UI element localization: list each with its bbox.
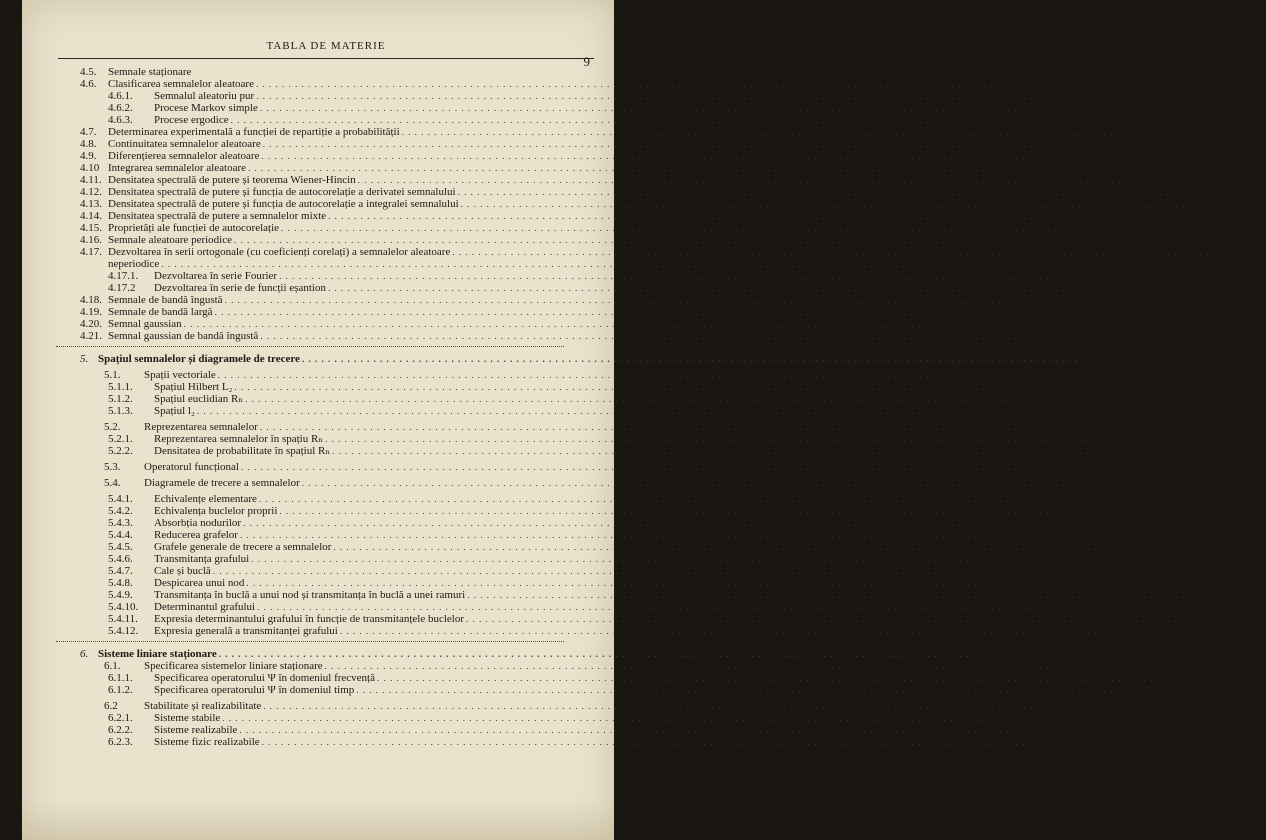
toc-entry xyxy=(80,541,1133,553)
entry-page: 204 xyxy=(1043,736,1061,748)
toc-entry xyxy=(80,330,1060,342)
toc-entry xyxy=(80,589,1266,601)
leader-dots: . . . . . . . . . . . . . . . . . . . . . . . . . . . . . . . . . . . . . . . . . . . . . . . . . . . . . . . . . . . . . . . . . . . . . . . . . . . . . . . . . . . . . . . . . . . . . . . . . . . . . . . . . . . . . . . . . . . . . . . . xyxy=(401,127,1179,137)
entry-page: 202 xyxy=(1004,712,1022,724)
leader-dots: . . . . . . . . . . . . . . . . . . . . . . . . . . . . . . . . . . . . . . . . . . . . . . . . . . . . . . . . . . . . . . . . . . . . . . . . . . . . . . . . . . . . . . . . . . . . . . . . . . . . . . . . . . . . . . . . . . . . . . . . xyxy=(234,382,1012,392)
entry-title: Semnale de bandă largă xyxy=(108,306,213,318)
entry-number: 5.1.2. xyxy=(108,393,133,405)
entry-page: 156 xyxy=(1043,150,1061,162)
entry-number: 4.21. xyxy=(80,330,102,342)
leader-dots: . . . . . . . . . . . . . . . . . . . . . . . . . . . . . . . . . . . . . . . . . . . . . . . . . . . . . . . . . . . . . . . . . . . . . . . . . . . . . . . . . . . . . . . . . . . . . . . . . . . . . . . . . . . . . . . . . . . . . . . . xyxy=(214,307,992,317)
leader-dots: . . . . . . . . . . . . . . . . . . . . . . . . . . . . . . . . . . . . . . . . . . . . . . . . . . . . . . . . . . . . . . . . . . . . . . . . . . . . . . . . . . . . . . . . . . . . . . . . . . . . . . . . . . . . . . . . . . . . . . . . xyxy=(467,590,1244,600)
entry-page: 170 xyxy=(1006,294,1024,306)
entry-title: Densitatea spectrală de putere și teorema Wiener-Hincin xyxy=(108,174,356,186)
entry-page: 182 xyxy=(1114,445,1131,457)
leader-dots: . . . . . . . . . . . . . . . . . . . . . . . . . . . . . . . . . . . . . . . . . . . . . . . . . . . . . . . . . . . . . . . . . . . . . . . . . . . . . . . . . . . . . . . . . . . . . . . . . . . . . . . . . . . . . . . . . . . . . . . . xyxy=(222,713,1000,723)
entry-title: Determinarea experimentală a funcției de repartiție a probabilității xyxy=(108,126,400,138)
toc-entry xyxy=(80,712,1022,724)
toc-entry xyxy=(80,672,1176,684)
leader-dots: . . . . . . . . . . . . . . . . . . . . . . . . . . . . . . . . . . . . . . . . . . . . . . . . . . . . . . . . . . . . . . . . . . . . . . . . . . . . . . . . . . . . . . . . . . . . . . . . . . . . . . . . . . . . . . . . . . . . . . . . xyxy=(256,91,1033,101)
toc-entry xyxy=(80,114,1030,126)
entry-number: 4.11. xyxy=(80,174,102,186)
entry-page: 174 xyxy=(1042,330,1060,342)
leader-dots: . . . . . . . . . . . . . . . . . . . . . . . . . . . . . . . . . . . . . . . . . . . . . . . . . . . . . . . . . . . . . . . . . . . . . . . . . . . . . . . . . . . . . . . . . . . . . . . . . . . . . . . . . . . . . . . . . . . . . . . . xyxy=(258,494,1036,504)
entry-title: Semnale de bandă îngustă xyxy=(108,294,223,306)
entry-number: 4.7. xyxy=(80,126,97,138)
leader-dots: . . . . . . . . . . . . . . . . . . . . . . . . . . . . . . . . . . . . . . . . . . . . . . . . . . . . . . . . . . . . . . . . . . . . . . . . . . . . . . . . . . . . . . . . . . . . . . . . . . . . . . . . . . . . . . . . . . . . . . . . xyxy=(262,139,1040,149)
toc-entry xyxy=(80,126,1201,138)
leader-dots: . . . . . . . . . . . . . . . . . . . . . . . . . . . . . . . . . . . . . . . . . . . . . . . . . . . . . . . . . . . . . . . . . . . . . . . . . . . . . . . . . . . . . . . . . . . . . . . . . . . . . . . . . . . . . . . . . . . . . . . . xyxy=(161,259,939,269)
leader-dots: . . . . . . . . . . . . . . . . . . . . . . . . . . . . . . . . . . . . . . . . . . . . . . . . . . . . . . . . . . . . . . . . . . . . . . . . . . . . . . . . . . . . . . . . . . . . . . . . . . . . . . . . . . . . . . . . . . . . . . . . xyxy=(218,649,996,659)
entry-number: 4.20. xyxy=(80,318,102,330)
entry-page: 177 xyxy=(1016,381,1034,393)
entry-title: Sisteme realizabile xyxy=(154,724,238,736)
entry-page: 169 xyxy=(1110,282,1127,294)
entry-number: 6.1.1. xyxy=(108,672,133,684)
paper-shadow xyxy=(22,800,614,840)
toc-entry xyxy=(80,174,1157,186)
entry-title: Specificarea operatorului Ψ în domeniul frecvență xyxy=(154,672,375,684)
leader-dots: . . . . . . . . . . . . . . . . . . . . . . . . . . . . . . . . . . . . . . . . . . . . . . . . . . . . . . . . . . . . . . . . . . . . . . . . . . . . . . . . . . . . . . . . . . . . . . . . . . . . . . . . . . . . . . . . . . . . . . . . xyxy=(259,103,1037,113)
entry-page: 149 xyxy=(1012,114,1030,126)
entry-number: 4.6.1. xyxy=(108,90,133,102)
leader-dots: . . . . . . . . . . . . . . . . . . . . . . . . . . . . . . . . . . . . . . . . . . . . . . . . . . . . . . . . . . . . . . . . . . . . . . . . . . . . . . . . . . . . . . . . . . . . . . . . . . . . . . . . . . . . . . . . . . . . . . . . xyxy=(255,79,1033,89)
entry-page: 158 xyxy=(1239,186,1257,198)
running-title: TABLA DE MATERIE xyxy=(266,40,386,52)
toc-entry xyxy=(80,565,1012,577)
toc-entry xyxy=(80,684,1156,696)
toc-entry xyxy=(80,724,1039,736)
toc-entry xyxy=(80,66,540,78)
entry-page: 148 xyxy=(1042,102,1059,114)
leader-dots: . . . . . . . . . . . . . . . . . . . . . . . . . . . . . . . . . . . . . . . . . . . . . . . . . . . . . . . . . . . . . . . . . . . . . . . . . . . . . . . . . . . . . . . . . . . . . . . . . . . . . . . . . . . . . . . . . . . . . . . . xyxy=(333,542,1111,552)
entry-number: 4.17. xyxy=(80,246,102,258)
leader-dots: . . . . . . . . . . . . . . . . . . . . . . . . . . . . . . . . . . . . . . . . . . . . . . . . . . . . . . . . . . . . . . . . . . . . . . . . . . . . . . . . . . . . . . . . . . . . . . . . . . . . . . . . . . . . . . . . . . . . . . . . xyxy=(259,422,1037,432)
leader-dots: . . . . . . . . . . . . . . . . . . . . . . . . . . . . . . . . . . . . . . . . . . . . . . . . . . . . . . . . . . . . . . . . . . . . . . . . . . . . . . . . . . . . . . . . . . . . . . . . . . . . . . . . . . . . . . . . . . . . . . . . xyxy=(261,151,1039,161)
leader-dots: . . . . . . . . . . . . . . . . . . . . . . . . . . . . . . . . . . . . . . . . . . . . . . . . . . . . . . . . . . . . . . . . . . . . . . . . . . . . . . . . . . . . . . . . . . . . . . . . . . . . . . . . . . . . . . . . . . . . . . . . xyxy=(263,701,1041,711)
entry-title: Diagramele de trecere a semnalelor xyxy=(144,477,300,489)
table-of-contents xyxy=(80,66,1266,748)
entry-title: Absorbția nodurilor xyxy=(154,517,242,529)
leader-dots: . . . . . . . . . . . . . . . . . . . . . . . . . . . . . . . . . . . . . . . . . . . . . . . . . . . . . . . . . . . . . . . . . . . . . . . . . . . . . . . . . . . . . . . . . . . . . . . . . . . . . . . . . . . . . . . . . . . . . . . . xyxy=(332,446,1109,456)
entry-title: Reducerea grafelor xyxy=(154,529,238,541)
entry-title: Despicarea unui nod xyxy=(154,577,245,589)
entry-title: Expresia generală a transmitanței grafului xyxy=(154,625,338,637)
toc-entry xyxy=(80,222,1080,234)
entry-title: Operatorul funcțional xyxy=(144,461,239,473)
entry-title: Grafele generale de trecere a semnalelor xyxy=(154,541,332,553)
entry-number: 4.10 xyxy=(80,162,100,174)
entry-page: 157 xyxy=(1140,174,1157,186)
toc-entry xyxy=(80,246,1252,258)
toc-entry xyxy=(80,381,1034,393)
entry-page: 175 xyxy=(1000,369,1017,381)
leader-dots: . . . . . . . . . . . . . . . . . . . . . . . . . . . . . . . . . . . . . . . . . . . . . . . . . . . . . . . . . . . . . . . . . . . . . . . . . . . . . . . . . . . . . . . . . . . . . . . . . . . . . . . . . . . . . . . . . . . . . . . . xyxy=(460,199,1238,209)
entry-page: 196 xyxy=(1106,660,1124,672)
entry-number: 4.6.2. xyxy=(108,102,133,114)
entry-page: 187 xyxy=(1041,493,1058,505)
entry-page: 164 xyxy=(1063,222,1080,234)
entry-number: 4.17.1. xyxy=(108,270,139,282)
entry-number: 5.4. xyxy=(104,477,121,489)
leader-dots: . . . . . . . . . . . . . . . . . . . . . . . . . . . . . . . . . . . . . . . . . . . . . . . . . . . . . . . . . . . . . . . . . . . . . . . . . . . . . . . . . . . . . . . . . . . . . . . . . . . . . . . . . . . . . . . . . . . . . . . . xyxy=(457,187,1235,197)
entry-title: Reprezentarea semnalelor xyxy=(144,421,258,433)
book-page xyxy=(22,0,1266,840)
entry-page: 194 xyxy=(1122,625,1139,637)
entry-number: 5.4.9. xyxy=(108,589,133,601)
toc-chapter-6 xyxy=(80,648,1018,660)
leader-dots: . . . . . . . . . . . . . . . . . . . . . . . . . . . . . . . . . . . . . . . . . . . . . . . . . . . . . . . . . . . . . . . . . . . . . . . . . . . . . . . . . . . . . . . . . . . . . . . . . . . . . . . . . . . . . . . . . . . . . . . . xyxy=(279,271,1056,281)
toc-entry xyxy=(80,577,1046,589)
entry-title: Expresia determinantului grafului în funcție de transmitanțele buclelor xyxy=(154,613,465,625)
leader-dots: . . . . . . . . . . . . . . . . . . . . . . . . . . . . . . . . . . . . . . . . . . . . . . . . . . . . . . . . . . . . . . . . . . . . . . . . . . . . . . . . . . . . . . . . . . . . . . . . . . . . . . . . . . . . . . . . . . . . . . . . xyxy=(327,283,1105,293)
entry-title: Procese Markov simple xyxy=(154,102,258,114)
leader-dots: . . . . . . . . . . . . . . . . . . . . . . . . . . . . . . . . . . . . . . . . . . . . . . . . . . . . . . . . . . . . . . . . . . . . . . . . . . . . . . . . . . . . . . . . . . . . . . . . . . . . . . . . . . . . . . . . . . . . . . . . xyxy=(328,211,1105,221)
leader-dots: . . . . . . . . . . . . . . . . . . . . . . . . . . . . . . . . . . . . . . . . . . . . . . . . . . . . . . . . . . . . . . . . . . . . . . . . . . . . . . . . . . . . . . . . . . . . . . . . . . . . . . . . . . . . . . . . . . . . . . . . xyxy=(241,462,1018,472)
entry-number: 4.6. xyxy=(80,78,97,90)
toc-entry xyxy=(80,162,1047,174)
entry-number: 6.2 xyxy=(104,700,118,712)
toc-entry xyxy=(80,700,1063,712)
page-header xyxy=(58,38,594,69)
toc-entry xyxy=(80,493,1058,505)
toc-entry xyxy=(80,421,1059,433)
entry-title: Densitatea spectrală de putere a semnalelor mixte xyxy=(108,210,327,222)
page-number: 9 xyxy=(583,54,590,69)
leader-dots: . . . . . . . . . . . . . . . . . . . . . . . . . . . . . . . . . . . . . . . . . . . . . . . . . . . . . . . . . . . . . . . . . . . . . . . . . . . . . . . . . . . . . . . . . . . . . . . . . . . . . . . . . . . . . . . . . . . . . . . . xyxy=(245,394,1022,404)
entry-number: 6.1.2. xyxy=(108,684,133,696)
toc-entry xyxy=(80,258,961,270)
entry-page: 191 xyxy=(1249,589,1266,601)
entry-number: 4.17.2 xyxy=(108,282,136,294)
entry-number: 4.15. xyxy=(80,222,102,234)
leader-dots: . . . . . . . . . . . . . . . . . . . . . . . . . . . . . . . . . . . . . . . . . . . . . . . . . . . . . . . . . . . . . . . . . . . . . . . . . . . . . . . . . . . . . . . . . . . . . . . . . . . . . . . . . . . . . . . . . . . . . . . . xyxy=(301,478,1079,488)
entry-number: 4.6.3. xyxy=(108,114,133,126)
entry-number: 4.14. xyxy=(80,210,102,222)
leader-dots: . . . . . . . . . . . . . . . . . . . . . . . . . . . . . . . . . . . . . . . . . . . . . . . . . . . . . . . . . . . . . . . . . . . . . . . . . . . . . . . . . . . . . . . . . . . . . . . . . . . . . . . . . . . . . . . . . . . . . . . . xyxy=(279,506,1057,516)
entry-number: 6.2.3. xyxy=(108,736,133,748)
entry-number: 5.4.5. xyxy=(108,541,133,553)
entry-page: 173 xyxy=(965,318,983,330)
entry-page: 180 xyxy=(1107,433,1124,445)
leader-dots: . . . . . . . . . . . . . . . . . . . . . . . . . . . . . . . . . . . . . . . . . . . . . . . . . . . . . . . . . . . . . . . . . . . . . . . . . . . . . . . . . . . . . . . . . . . . . . . . . . . . . . . . . . . . . . . . . . . . . . . . xyxy=(183,319,961,329)
toc-entry xyxy=(80,78,1055,90)
entry-title: Integrarea semnalelor aleatoare xyxy=(108,162,247,174)
leader-dots: . . . . . . . . . . . . . . . . . . . . . . . . . . . . . . . . . . . . . . . . . . . . . . . . . . . . . . . . . . . . . . . . . . . . . . . . . . . . . . . . . . . . . . . . . . . . . . . . . . . . . . . . . . . . . . . . . . . . . . . . xyxy=(239,725,1017,735)
entry-page: 161 xyxy=(1242,198,1260,210)
leader-dots: . . . . . . . . . . . . . . . . . . . . . . . . . . . . . . . . . . . . . . . . . . . . . . . . . . . . . . . . . . . . . . . . . . . . . . . . . . . . . . . . . . . . . . . . . . . . . . . . . . . . . . . . . . . . . . . . . . . . . . . . xyxy=(377,673,1154,683)
entry-title: Densitatea spectrală de putere și funcția de autocorelație a integralei semnalului xyxy=(108,198,459,210)
entry-page: 183 xyxy=(1023,461,1040,473)
entry-page: 178 xyxy=(1027,393,1044,405)
toc-entry xyxy=(80,517,1042,529)
entry-number: 5.4.2. xyxy=(108,505,133,517)
toc-chapter-5 xyxy=(80,353,1101,365)
entry-number: 4.9. xyxy=(80,150,97,162)
entry-number: 4.19. xyxy=(80,306,102,318)
entry-title: Spațiul Hilbert L₂ xyxy=(154,381,233,393)
entry-number: 6.1. xyxy=(104,660,121,672)
entry-title: Proprietăți ale funcției de autocorelație xyxy=(108,222,280,234)
leader-dots: . . . . . . . . . . . . . . . . . . . . . . . . . . . . . . . . . . . . . . . . . . . . . . . . . . . . . . . . . . . . . . . . . . . . . . . . . . . . . . . . . . . . . . . . . . . . . . . . . . . . . . . . . . . . . . . . . . . . . . . . xyxy=(251,554,1028,564)
entry-page: 193 xyxy=(1248,613,1265,625)
entry-number: 5.4.12. xyxy=(108,625,139,637)
chapter-title: Sisteme liniare staționare xyxy=(98,648,217,660)
entry-page: 172 xyxy=(996,306,1014,318)
entry-title: Spații vectoriale xyxy=(144,369,216,381)
entry-title: Semnale staționare xyxy=(108,66,192,78)
entry-title: Semnalul aleatoriu pur xyxy=(154,90,255,102)
entry-page: 164 xyxy=(1016,234,1033,246)
leader-dots: . . . . . . . . . . . . . . . . . . . . . . . . . . . . . . . . . . . . . . . . . . . . . . . . . . . . . . . . . . . . . . . . . . . . . . . . . . . . . . . . . . . . . . . . . . . . . . . . . . . . . . . . . . . . . . . . . . . . . . . . xyxy=(248,163,1025,173)
entry-number: 6.2.2. xyxy=(108,724,133,736)
toc-entry xyxy=(80,625,1139,637)
toc-entry xyxy=(80,270,1078,282)
entry-page: 163 xyxy=(1110,210,1127,222)
toc-entry xyxy=(80,405,996,417)
leader-dots: . . . . . . . . . . . . . . . . . . . . . . . . . . . . . . . . . . . . . . . . . . . . . . . . . . . . . . . . . . . . . . . . . . . . . . . . . . . . . . . . . . . . . . . . . . . . . . . . . . . . . . . . . . . . . . . . . . . . . . . . xyxy=(257,602,1034,612)
entry-title: Stabilitate și realizabilitate xyxy=(144,700,262,712)
entry-number: 4.13. xyxy=(80,198,102,210)
leader-dots: . . . . . . . . . . . . . . . . . . . . . . . . . . . . . . . . . . . . . . . . . . . . . . . . . . . . . . . . . . . . . . . . . . . . . . . . . . . . . . . . . . . . . . . . . . . . . . . . . . . . . . . . . . . . . . . . . . . . . . . . xyxy=(224,295,1002,305)
entry-title: Semnale aleatoare periodice xyxy=(108,234,232,246)
entry-title: Determinantul grafului xyxy=(154,601,256,613)
toc-entry xyxy=(80,505,1079,517)
leader-dots: . . . . . . . . . . . . . . . . . . . . . . . . . . . . . . . . . . . . . . . . . . . . . . . . . . . . . . . . . . . . . . . . . . . . . . . . . . . . . . . . . . . . . . . . . . . . . . . . . . . . . . . . . . . . . . . . . . . . . . . . xyxy=(260,331,1038,341)
toc-entry xyxy=(80,445,1131,457)
entry-title: Sisteme fizic realizabile xyxy=(154,736,260,748)
toc-entry xyxy=(80,660,1124,672)
entry-page: 179 xyxy=(979,405,996,417)
entry-page: 189 xyxy=(1022,529,1039,541)
entry-number: 4.16. xyxy=(80,234,102,246)
entry-title: Echivalențe elementare xyxy=(154,493,257,505)
chapter-title: Spațiul semnalelor și diagramele de trecere xyxy=(98,353,300,365)
leader-dots: . . . . . . . . . . . . . . . . . . . . . . . . . . . . . . . . . . . . . . . . . . . . . . . . . . . . . . . . . . . . . . . . . . . . . . . . . . . . . . . . . . . . . . . . . . . . . . . . . . . . . . . . . . . . . . . . . . . . . . . . xyxy=(339,626,1117,636)
entry-title: Semnal gaussian de bandă îngustă xyxy=(108,330,259,342)
entry-page: 190 xyxy=(1033,553,1050,565)
entry-title: Densitatea spectrală de putere și funcția de autocorelație a derivatei semnalului xyxy=(108,186,456,198)
entry-page: 191 xyxy=(1028,577,1046,589)
section-divider xyxy=(56,346,564,347)
entry-page: 166 xyxy=(1234,246,1252,258)
toc-section-5 xyxy=(80,365,1266,637)
entry-number: 5.4.11. xyxy=(108,613,138,625)
entry-number: 5.4.4. xyxy=(108,529,133,541)
entry-title: Semnal gaussian xyxy=(108,318,182,330)
entry-number: 5.3. xyxy=(104,461,121,473)
toc-entry xyxy=(80,150,1061,162)
entry-number: 5.1.1. xyxy=(108,381,133,393)
entry-number: 5.1.3. xyxy=(108,405,133,417)
toc-entry xyxy=(80,306,1014,318)
leader-dots: . . . . . . . . . . . . . . . . . . . . . . . . . . . . . . . . . . . . . . . . . . . . . . . . . . . . . . . . . . . . . . . . . . . . . . . . . . . . . . . . . . . . . . . . . . . . . . . . . . . . . . . . . . . . . . . . . . . . . . . . xyxy=(243,518,1020,528)
leader-dots: . . . . . . . . . . . . . . . . . . . . . . . . . . . . . . . . . . . . . . . . . . . . . . . . . . . . . . . . . . . . . . . . . . . . . . . . . . . . . . . . . . . . . . . . . . . . . . . . . . . . . . . . . . . . . . . . . . . . . . . . xyxy=(452,247,1230,257)
entry-title: Echivalența buclelor proprii xyxy=(154,505,278,517)
entry-number: 5.2.1. xyxy=(108,433,133,445)
toc-entry xyxy=(80,613,1265,625)
toc-entry xyxy=(80,186,1257,198)
toc-entry xyxy=(80,736,1061,748)
entry-title: Sisteme stabile xyxy=(154,712,221,724)
entry-number: 5.4.1. xyxy=(108,493,133,505)
toc-entry xyxy=(80,102,1059,114)
entry-title: Procese ergodice xyxy=(154,114,229,126)
entry-title: Specificarea sistemelor liniare staționare xyxy=(144,660,323,672)
toc-entry xyxy=(80,369,1017,381)
leader-dots: . . . . . . . . . . . . . . . . . . . . . . . . . . . . . . . . . . . . . . . . . . . . . . . . . . . . . . . . . . . . . . . . . . . . . . . . . . . . . . . . . . . . . . . . . . . . . . . . . . . . . . . . . . . . . . . . . . . . . . . . xyxy=(301,354,1079,364)
entry-page: 188 xyxy=(1061,505,1079,517)
toc-entry xyxy=(80,601,1056,613)
leader-dots: . . . . . . . . . . . . . . . . . . . . . . . . . . . . . . . . . . . . . . . . . . . . . . . . . . . . . . . . . . . . . . . . . . . . . . . . . . . . . . . . . . . . . . . . . . . . . . . . . . . . . . . . . . . . . . . . . . . . . . . . xyxy=(356,685,1134,695)
section-divider xyxy=(56,641,564,642)
toc-entry xyxy=(80,461,1040,473)
entry-number: 5.4.10. xyxy=(108,601,139,613)
leader-dots: . . . . . . . . . . . . . . . . . . . . . . . . . . . . . . . . . . . . . . . . . . . . . . . . . . . . . . . . . . . . . . . . . . . . . . . . . . . . . . . . . . . . . . . . . . . . . . . . . . . . . . . . . . . . . . . . . . . . . . . . xyxy=(261,737,1039,747)
entry-page: 190 xyxy=(995,565,1012,577)
entry-title: Densitatea de probabilitate în spațiul Rₙ xyxy=(154,445,331,457)
leader-dots: . . . . . . . . . . . . . . . . . . . . . . . . . . . . . . . . . . . . . . . . . . . . . . . . . . . . . . . . . . . . . . . . . . . . . . . . . . . . . . . . . . . . . . . . . . . . . . . . . . . . . . . . . . . . . . . . . . . . . . . . xyxy=(357,175,1135,185)
chapter-number: 5. xyxy=(80,353,89,365)
toc-entry xyxy=(80,138,1062,150)
entry-page: 157 xyxy=(1030,162,1047,174)
entry-page: 189 xyxy=(1115,541,1133,553)
toc-entry xyxy=(80,529,1039,541)
toc-section-6 xyxy=(80,660,1176,748)
entry-page: 188 xyxy=(1025,517,1042,529)
leader-dots: . . . . . . . . . . . . . . . . . . . . . . . . . . . . . . . . . . . . . . . . . . . . . . . . . . . . . . . . . . . . . . . . . . . . . . . . . . . . . . . . . . . . . . . . . . . . . . . . . . . . . . . . . . . . . . . . . . . . . . . . xyxy=(230,115,1008,125)
entry-title: Transmitanța grafului xyxy=(154,553,250,565)
entry-title: Dezvoltarea în serie de funcții eșantion xyxy=(154,282,326,294)
leader-dots: . . . . . . . . . . . . . . . . . . . . . . . . . . . . . . . . . . . . . . . . . . . . . . . . . . . . . . . . . . . . . . . . . . . . . . . . . . . . . . . . . . . . . . . . . . . . . . . . . . . . . . . . . . . . . . . . . . . . . . . . xyxy=(239,530,1017,540)
entry-number: 5.4.8. xyxy=(108,577,133,589)
entry-number: 5.4.7. xyxy=(108,565,133,577)
entry-title: Specificarea operatorului Ψ în domeniul timp xyxy=(154,684,355,696)
toc-entry xyxy=(80,234,1033,246)
entry-page: 168 xyxy=(1061,270,1078,282)
leader-dots: . . . . . . . . . . . . . . . . . . . . . . . . . . . . . . . . . . . . . . . . . . . . . . . . . . . . . . . . . . . . . . . . . . . . . . . . . . . . . . . . . . . . . . . . . . . . . . . . . . . . . . . . . . . . . . . . . . . . . . . . xyxy=(325,434,1102,444)
leader-dots: . . . . . . . . . . . . . . . . . . . . . . . . . . . . . . . . . . . . . . . . . . . . . . . . . . . . . . . . . . . . . . . . . . . . . . . . . . . . . . . . . . . . . . . . . . . . . . . . . . . . . . . . . . . . . . . . . . . . . . . . xyxy=(466,614,1243,624)
entry-title: Transmitanța în buclă a unui nod și transmitanța în buclă a unei ramuri xyxy=(154,589,466,601)
toc-entry xyxy=(80,210,1127,222)
chapter-number: 6. xyxy=(80,648,89,660)
entry-title: Clasificarea semnalelor aleatoare xyxy=(108,78,254,90)
toc-entry xyxy=(80,282,1127,294)
entry-title: Spațiul euclidian Rₙ xyxy=(154,393,244,405)
entry-number: 4.18. xyxy=(80,294,102,306)
entry-page: 154 xyxy=(1044,138,1062,150)
toc-entry xyxy=(80,553,1050,565)
entry-title: Continuitatea semnalelor aleatoare xyxy=(108,138,261,150)
entry-page: 180 xyxy=(1042,421,1059,433)
leader-dots: . . . . . . . . . . . . . . . . . . . . . . . . . . . . . . . . . . . . . . . . . . . . . . . . . . . . . . . . . . . . . . . . . . . . . . . . . . . . . . . . . . . . . . . . . . . . . . . . . . . . . . . . . . . . . . . . . . . . . . . . xyxy=(246,578,1024,588)
leader-dots: . . . . . . . . . . . . . . . . . . . . . . . . . . . . . . . . . . . . . . . . . . . . . . . . . . . . . . . . . . . . . . . . . . . . . . . . . . . . . . . . . . . . . . . . . . . . . . . . . . . . . . . . . . . . . . . . . . . . . . . . xyxy=(324,661,1102,671)
entry-page: 150 xyxy=(1183,126,1201,138)
entry-title: Dezvoltarea în serii ortogonale (cu coeficienți corelați) a semnalelor aleatoare xyxy=(108,246,451,258)
chapter-page: 175 xyxy=(1084,353,1101,365)
entry-title: Spațiul l₂ xyxy=(154,405,195,417)
entry-page: 192 xyxy=(1039,601,1056,613)
entry-page: 202 xyxy=(1045,700,1063,712)
entry-page: 148 xyxy=(1038,90,1055,102)
toc-entry xyxy=(80,198,1260,210)
entry-page: 185 xyxy=(1084,477,1101,489)
toc-entry xyxy=(80,393,1044,405)
leader-dots: . . . . . . . . . . . . . . . . . . . . . . . . . . . . . . . . . . . . . . . . . . . . . . . . . . . . . . . . . . . . . . . . . . . . . . . . . . . . . . . . . . . . . . . . . . . . . . . . . . . . . . . . . . . . . . . . . . . . . . . . xyxy=(196,406,974,416)
toc-entry xyxy=(80,294,1024,306)
entry-number: 5.4.6. xyxy=(108,553,133,565)
toc-entry xyxy=(80,477,1101,489)
entry-number: 4.5. xyxy=(80,66,97,78)
entry-page: 203 xyxy=(1021,724,1039,736)
leader-dots: . . . . . . . . . . . . . . . . . . . . . . . . . . . . . . . . . . . . . . . . . . . . . . . . . . . . . . . . . . . . . . . . . . . . . . . . . . . . . . . . . . . . . . . . . . . . . . . . . . . . . . . . . . . . . . . . . . . . . . . . xyxy=(212,566,990,576)
entry-page: 198 xyxy=(1159,672,1176,684)
chapter-page: 196 xyxy=(1001,648,1018,660)
entry-number: 5.4.3. xyxy=(108,517,133,529)
toc-entry xyxy=(80,318,983,330)
entry-number: 4.12. xyxy=(80,186,102,198)
toc-section-4 xyxy=(80,66,1260,342)
entry-number: 5.2. xyxy=(104,421,121,433)
entry-title: neperiodice xyxy=(108,258,160,270)
entry-title: Dezvoltarea în serie Fourier xyxy=(154,270,278,282)
leader-dots: . . . . . . . . . . . . . . . . . . . . . . . . . . . . . . . . . . . . . . . . . . . . . . . . . . . . . . . . . . . . . . . . . . . . . . . . . . . . . . . . . . . . . . . . . . . . . . . . . . . . . . . . . . . . . . . . . . . . . . . . xyxy=(281,223,1058,233)
entry-title: Diferențierea semnalelor aleatoare xyxy=(108,150,260,162)
leader-dots: . . . . . . . . . . . . . . . . . . . . . . . . . . . . . . . . . . . . . . . . . . . . . . . . . . . . . . . . . . . . . . . . . . . . . . . . . . . . . . . . . . . . . . . . . . . . . . . . . . . . . . . . . . . . . . . . . . . . . . . . xyxy=(234,235,1011,245)
entry-page: 168 xyxy=(943,258,961,270)
entry-page: 145 xyxy=(1038,78,1055,90)
entry-page: 199 xyxy=(1138,684,1156,696)
leader-dots: . . . . . . . . . . . . . . . . . . . . . . . . . . . . . . . . . . . . . . . . . . . . . . . . . . . . . . . . . . . . . . . . . . . . . . . . . . . . . . . . . . . . . . . . . . . . . . . . . . . . . . . . . . . . . . . . . . . . . . . . xyxy=(217,370,995,380)
entry-title: Reprezentarea semnalelor în spațiu Rₙ xyxy=(154,433,324,445)
entry-number: 5.1. xyxy=(104,369,121,381)
toc-entry xyxy=(80,433,1124,445)
toc-entry xyxy=(80,90,1055,102)
entry-number: 4.8. xyxy=(80,138,97,150)
entry-number: 6.2.1. xyxy=(108,712,133,724)
entry-number: 5.2.2. xyxy=(108,445,133,457)
entry-title: Cale și buclă xyxy=(154,565,211,577)
